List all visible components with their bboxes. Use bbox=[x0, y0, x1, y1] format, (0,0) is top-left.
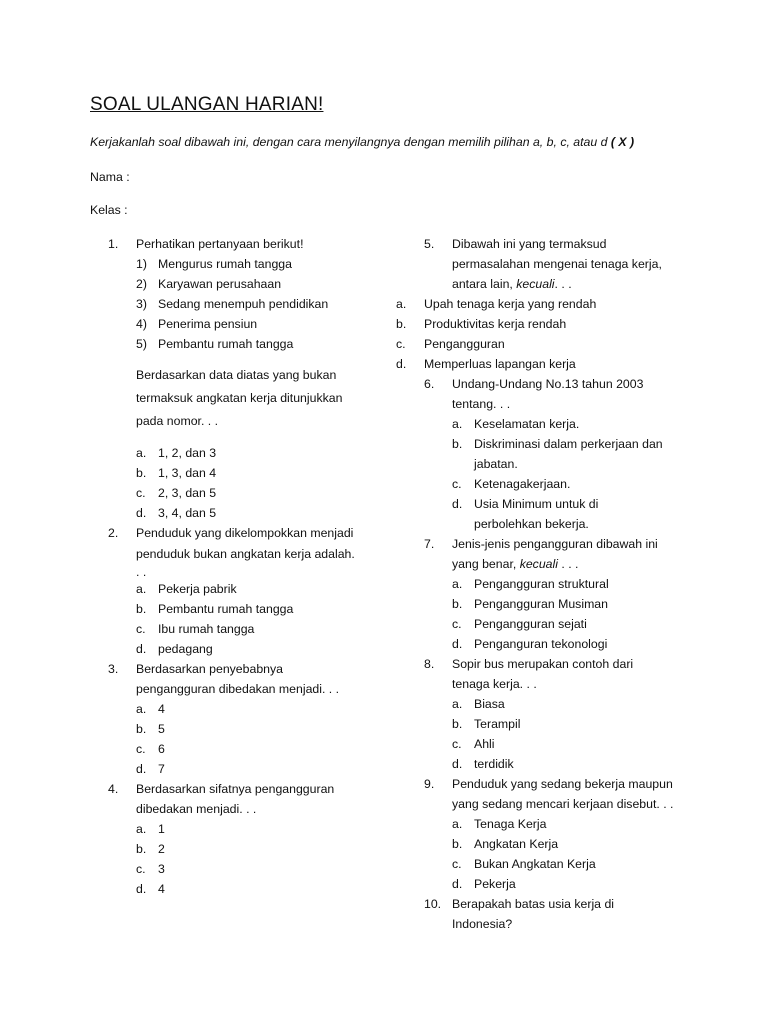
page-title: SOAL ULANGAN HARIAN! bbox=[90, 94, 324, 115]
option-text: Pekerja pabrik bbox=[158, 582, 237, 596]
emphasis-text: kecuali bbox=[519, 557, 558, 571]
option-letter: c. bbox=[396, 337, 406, 351]
option-text: Keselamatan kerja. bbox=[474, 417, 580, 431]
question-line: Undang-Undang No.13 tahun 2003 bbox=[452, 377, 644, 391]
option-text: 5 bbox=[158, 722, 165, 736]
option-letter: d. bbox=[452, 637, 463, 651]
option-letter: d. bbox=[136, 506, 147, 520]
question-5 bbox=[424, 234, 714, 294]
question-number: 5. bbox=[424, 237, 435, 251]
question-8 bbox=[424, 654, 714, 694]
answer-option[interactable] bbox=[396, 314, 714, 334]
option-letter: d. bbox=[136, 642, 147, 656]
answer-option[interactable] bbox=[136, 759, 398, 779]
option-letter: d. bbox=[136, 882, 147, 896]
question-text: Perhatikan pertanyaan berikut! bbox=[136, 237, 304, 251]
question-line: . . bbox=[136, 565, 147, 579]
question-1 bbox=[108, 234, 398, 254]
option-letter: a. bbox=[396, 297, 407, 311]
right-column bbox=[396, 234, 714, 934]
option-text: Produktivitas kerja rendah bbox=[424, 317, 567, 331]
question-10 bbox=[424, 894, 714, 934]
answer-option[interactable] bbox=[136, 463, 398, 483]
answer-option[interactable] bbox=[452, 694, 714, 714]
question-2 bbox=[108, 523, 398, 579]
question-number: 3. bbox=[108, 662, 119, 676]
option-letter: b. bbox=[452, 437, 463, 451]
option-text: 2, 3, dan 5 bbox=[158, 486, 217, 500]
instruction-text bbox=[90, 135, 730, 149]
option-text: Tenaga Kerja bbox=[474, 817, 547, 831]
option-text: Pembantu rumah tangga bbox=[158, 602, 294, 616]
q5-options bbox=[396, 294, 714, 374]
question-line: Sopir bus merupakan contoh dari bbox=[452, 657, 634, 671]
option-letter: c. bbox=[136, 742, 146, 756]
answer-option[interactable] bbox=[452, 874, 714, 894]
option-text: 7 bbox=[158, 762, 165, 776]
option-text: Ahli bbox=[474, 737, 495, 751]
question-number: 4. bbox=[108, 782, 119, 796]
option-letter: c. bbox=[136, 486, 146, 500]
question-text: yang benar, bbox=[452, 557, 520, 571]
option-letter: d. bbox=[452, 757, 463, 771]
q3-options bbox=[108, 699, 398, 779]
option-text: 1, 2, dan 3 bbox=[158, 446, 217, 460]
option-letter: c. bbox=[452, 737, 462, 751]
q6-options bbox=[424, 414, 714, 534]
question-line: permasalahan mengenai tenaga kerja, bbox=[452, 257, 662, 271]
q2-options bbox=[108, 579, 398, 659]
item-text: Karyawan perusahaan bbox=[158, 277, 282, 291]
answer-option[interactable] bbox=[452, 714, 714, 734]
answer-option[interactable] bbox=[136, 879, 398, 899]
list-item bbox=[136, 274, 398, 294]
answer-option[interactable] bbox=[136, 739, 398, 759]
answer-option[interactable] bbox=[452, 834, 714, 854]
answer-option[interactable] bbox=[452, 494, 714, 534]
question-line: Dibawah ini yang termaksud bbox=[452, 237, 607, 251]
answer-option[interactable] bbox=[452, 574, 714, 594]
note-line: Berdasarkan data diatas yang bukan bbox=[136, 368, 337, 382]
question-number: 7. bbox=[424, 537, 435, 551]
question-text: antara lain, bbox=[452, 277, 517, 291]
question-line: tenaga kerja. . . bbox=[452, 677, 537, 691]
q1-options bbox=[108, 443, 398, 523]
q8-options bbox=[424, 694, 714, 774]
item-number: 2) bbox=[136, 277, 147, 291]
left-column bbox=[108, 234, 398, 899]
item-text: Penerima pensiun bbox=[158, 317, 258, 331]
option-text: 6 bbox=[158, 742, 165, 756]
option-text: 3 bbox=[158, 862, 165, 876]
question-number: 8. bbox=[424, 657, 435, 671]
question-line: Penduduk yang sedang bekerja maupun bbox=[452, 777, 673, 791]
option-letter: c. bbox=[452, 477, 462, 491]
option-letter: b. bbox=[452, 597, 463, 611]
item-number: 3) bbox=[136, 297, 147, 311]
question-number: 6. bbox=[424, 377, 435, 391]
answer-option[interactable] bbox=[452, 414, 714, 434]
option-letter: a. bbox=[452, 697, 463, 711]
answer-option[interactable] bbox=[136, 503, 398, 523]
answer-option[interactable] bbox=[452, 854, 714, 874]
answer-option[interactable] bbox=[136, 483, 398, 503]
answer-option[interactable] bbox=[136, 819, 398, 839]
option-letter: b. bbox=[136, 722, 147, 736]
option-letter: b. bbox=[136, 466, 147, 480]
option-text: Pengangguran bbox=[424, 337, 505, 351]
option-text: perbolehkan bekerja. bbox=[474, 517, 589, 531]
option-letter: a. bbox=[452, 817, 463, 831]
answer-option[interactable] bbox=[136, 719, 398, 739]
answer-option[interactable] bbox=[136, 839, 398, 859]
question-line: Berapakah batas usia kerja di bbox=[452, 897, 615, 911]
option-letter: d. bbox=[396, 357, 407, 371]
option-letter: a. bbox=[452, 417, 463, 431]
q1-items bbox=[108, 254, 398, 354]
answer-option[interactable] bbox=[452, 754, 714, 774]
answer-option[interactable] bbox=[452, 814, 714, 834]
note-line: termaksuk angkatan kerja ditunjukkan bbox=[136, 391, 343, 405]
option-letter: c. bbox=[136, 622, 146, 636]
question-number: 1. bbox=[108, 237, 119, 251]
note-line: pada nomor. . . bbox=[136, 414, 219, 428]
option-letter: a. bbox=[136, 446, 147, 460]
option-text: Terampil bbox=[474, 717, 521, 731]
question-6 bbox=[424, 374, 714, 414]
q1-note bbox=[108, 364, 398, 433]
question-line: penduduk bukan angkatan kerja adalah. bbox=[136, 547, 355, 561]
option-text: Upah tenaga kerja yang rendah bbox=[424, 297, 597, 311]
option-letter: d. bbox=[452, 877, 463, 891]
list-item bbox=[136, 334, 398, 354]
question-line: Indonesia? bbox=[452, 917, 513, 931]
option-letter: b. bbox=[396, 317, 407, 331]
item-text: Pembantu rumah tangga bbox=[158, 337, 294, 351]
question-text: . . . bbox=[557, 557, 579, 571]
list-item bbox=[136, 294, 398, 314]
question-line: Berdasarkan penyebabnya bbox=[136, 662, 283, 676]
answer-option[interactable] bbox=[452, 734, 714, 754]
answer-option[interactable] bbox=[136, 599, 398, 619]
option-text: Pengangguran sejati bbox=[474, 617, 587, 631]
option-letter: b. bbox=[136, 842, 147, 856]
kelas-label: Kelas : bbox=[90, 203, 128, 217]
option-letter: c. bbox=[452, 857, 462, 871]
question-line bbox=[452, 274, 714, 294]
answer-option[interactable] bbox=[136, 699, 398, 719]
option-text: Usia Minimum untuk di bbox=[474, 497, 599, 511]
answer-option[interactable] bbox=[396, 294, 714, 314]
option-text: terdidik bbox=[474, 757, 514, 771]
instruction-body: Kerjakanlah soal dibawah ini, dengan cara menyilangnya dengan memilih pilihan a, b, c, atau d bbox=[90, 135, 611, 149]
option-letter: b. bbox=[136, 602, 147, 616]
option-text: Pengangguran struktural bbox=[474, 577, 609, 591]
item-text: Sedang menempuh pendidikan bbox=[158, 297, 329, 311]
answer-option[interactable] bbox=[136, 639, 398, 659]
question-number: 10. bbox=[424, 897, 442, 911]
question-line: pengangguran dibedakan menjadi. . . bbox=[136, 682, 340, 696]
q4-options bbox=[108, 819, 398, 899]
item-number: 5) bbox=[136, 337, 147, 351]
option-letter: a. bbox=[136, 582, 147, 596]
option-text: 1, 3, dan 4 bbox=[158, 466, 217, 480]
option-letter: a. bbox=[136, 702, 147, 716]
question-line: Jenis-jenis pengangguran dibawah ini bbox=[452, 537, 658, 551]
option-letter: a. bbox=[136, 822, 147, 836]
instruction-mark: ( X ) bbox=[610, 135, 635, 149]
option-text: 2 bbox=[158, 842, 165, 856]
option-text: 4 bbox=[158, 882, 165, 896]
q9-options bbox=[424, 814, 714, 894]
option-text: Bukan Angkatan Kerja bbox=[474, 857, 596, 871]
option-text: 4 bbox=[158, 702, 165, 716]
option-letter: c. bbox=[136, 862, 146, 876]
question-3 bbox=[108, 659, 398, 699]
option-text: Ibu rumah tangga bbox=[158, 622, 255, 636]
answer-option[interactable] bbox=[136, 443, 398, 463]
list-item bbox=[136, 314, 398, 334]
question-line: Penduduk yang dikelompokkan menjadi bbox=[136, 526, 354, 540]
question-9 bbox=[424, 774, 714, 814]
option-text: Penganguran tekonologi bbox=[474, 637, 608, 651]
question-line bbox=[452, 554, 714, 574]
answer-option[interactable] bbox=[452, 634, 714, 654]
list-item bbox=[136, 254, 398, 274]
option-text: Memperluas lapangan kerja bbox=[424, 357, 576, 371]
item-text: Mengurus rumah tangga bbox=[158, 257, 292, 271]
question-number: 9. bbox=[424, 777, 435, 791]
answer-option[interactable] bbox=[452, 614, 714, 634]
emphasis-text: kecuali bbox=[516, 277, 555, 291]
option-text: Pengangguran Musiman bbox=[474, 597, 608, 611]
question-7 bbox=[424, 534, 714, 574]
option-letter: d. bbox=[452, 497, 463, 511]
item-number: 1) bbox=[136, 257, 147, 271]
option-letter: d. bbox=[136, 762, 147, 776]
question-line: Berdasarkan sifatnya pengangguran bbox=[136, 782, 335, 796]
answer-option[interactable] bbox=[452, 434, 714, 474]
question-4 bbox=[108, 779, 398, 819]
question-text: . . . bbox=[554, 277, 572, 291]
option-text: pedagang bbox=[158, 642, 213, 656]
answer-option[interactable] bbox=[452, 474, 714, 494]
option-letter: c. bbox=[452, 617, 462, 631]
answer-option[interactable] bbox=[136, 619, 398, 639]
option-letter: b. bbox=[452, 837, 463, 851]
q7-options bbox=[424, 574, 714, 654]
option-letter: a. bbox=[452, 577, 463, 591]
answer-option[interactable] bbox=[452, 594, 714, 614]
answer-option[interactable] bbox=[136, 859, 398, 879]
option-text: Angkatan Kerja bbox=[474, 837, 559, 851]
answer-option[interactable] bbox=[136, 579, 398, 599]
question-line: tentang. . . bbox=[452, 397, 511, 411]
option-text: Pekerja bbox=[474, 877, 516, 891]
answer-option[interactable] bbox=[396, 334, 714, 354]
question-number: 2. bbox=[108, 526, 119, 540]
nama-label: Nama : bbox=[90, 170, 130, 184]
option-text: Biasa bbox=[474, 697, 505, 711]
question-line: yang sedang mencari kerjaan disebut. . . bbox=[452, 797, 674, 811]
option-letter: b. bbox=[452, 717, 463, 731]
answer-option[interactable] bbox=[396, 354, 714, 374]
option-text: 3, 4, dan 5 bbox=[158, 506, 217, 520]
item-number: 4) bbox=[136, 317, 147, 331]
option-text: 1 bbox=[158, 822, 165, 836]
option-text: Ketenagakerjaan. bbox=[474, 477, 571, 491]
option-text: Diskriminasi dalam perkerjaan dan bbox=[474, 437, 663, 451]
option-text: jabatan. bbox=[474, 457, 518, 471]
question-line: dibedakan menjadi. . . bbox=[136, 802, 257, 816]
